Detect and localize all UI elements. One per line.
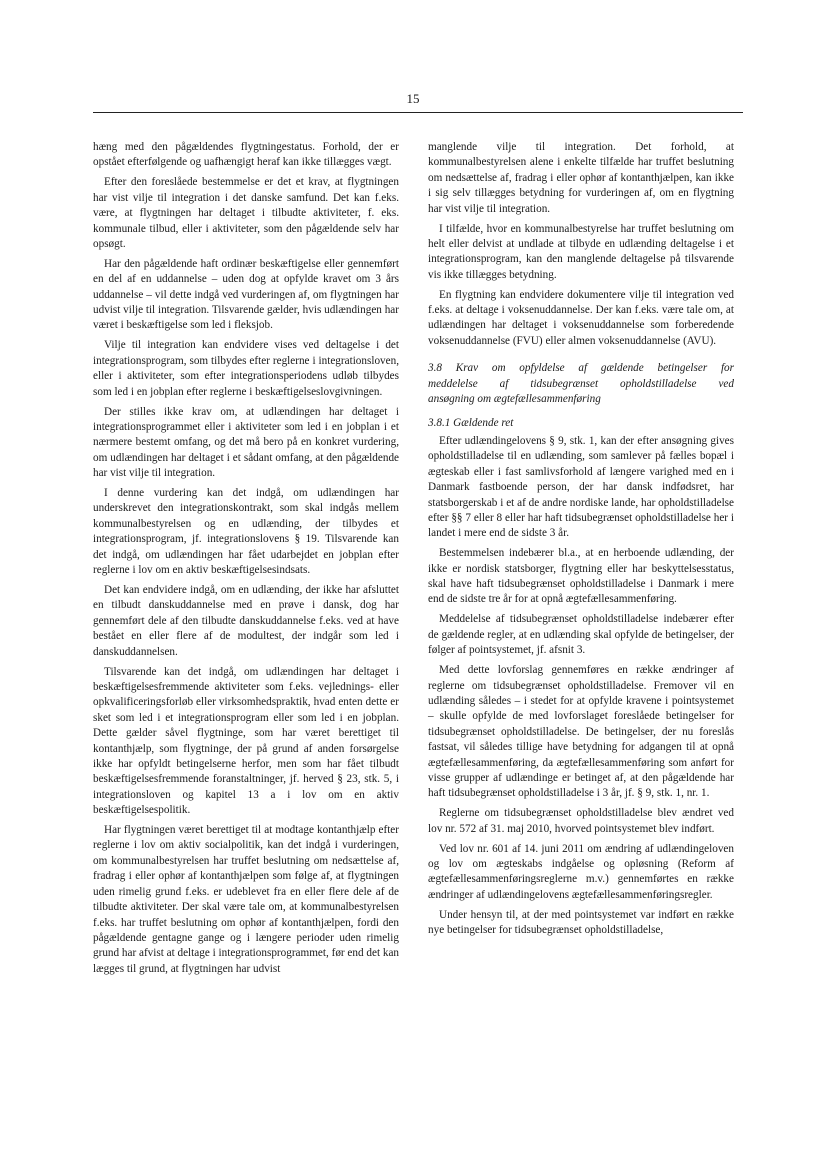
body-paragraph: Der stilles ikke krav om, at udlændingen har deltaget i integrationsprogrammet eller i aktiviteter som led i en jobplan i et nærmere bestemt omfang, og det må bero på en konkret vurdering, om udlændingen har deltaget i et sådant omfang, at den pågældende har vist vilje til integration. — [93, 405, 399, 480]
right-column — [428, 140, 734, 943]
body-paragraph: Reglerne om tidsubegrænset opholdstilladelse blev ændret ved lov nr. 572 af 31. maj 2010, hvorved pointsystemet blev indført. — [428, 807, 734, 835]
section-heading — [428, 361, 734, 407]
section-heading-line: meddelelse af tidsubegrænset opholdstilladelse ved — [428, 377, 734, 390]
body-paragraph: Har flygtningen været berettiget til at modtage kontanthjælp efter reglerne i lov om aktiv socialpolitik, kan det indgå i vurderingen, om kommunalbestyrelsen har truffet beslutning om nedsættelse af, fradrag i eller ophør af kontanthjælpen som følge af, at flygtningen uden rimelig grund f.eks. er udeblevet fra en eller flere dele af de tilbudte aktiviteter. Der skal være tale om, at kommunalbestyrelsen f.eks. har truffet beslutning om ophør af kontanthjælpen, fordi den pågældende gentagne gange og i længere perioder uden rimelig grund har afvist at deltage i integrationsprogrammet, før end det kan lægges til grund, at flygtningen har udvist — [93, 824, 400, 975]
body-paragraph: Vilje til integration kan endvidere vises ved deltagelse i det integrationsprogram, som tilbydes efter reglerne i integrationsloven, eller i aktiviteter, som efter integrationsperiodens udløb tilbydes som led i en jobplan efter reglerne i beskæftigelseslovgivningen. — [93, 339, 399, 398]
body-paragraph: hæng med den pågældendes flygtningestatus. Forhold, der er opstået efterfølgende og uafhængigt heraf kan ikke tillægges vægt. — [93, 141, 399, 169]
body-paragraph: En flygtning kan endvidere dokumentere vilje til integration ved f.eks. at deltage i voksenuddannelse. Der kan f.eks. være tale om, at udlændingen har deltaget i voksenuddannelse som forberedende voksenuddannelse (FVU) eller almen voksenuddannelse (AVU). — [428, 288, 734, 347]
body-paragraph: Efter den foreslåede bestemmelse er det et krav, at flygtningen har vist vilje til integration i det danske samfund. Det kan f.eks. være, at flygtningen har deltaget i tilbudte aktiviteter, f. eks. kommunale tilbud, eller i aktiviteter, som den pågældende selv har opsøgt. — [93, 176, 399, 250]
body-paragraph: Under hensyn til, at der med pointsystemet var indført en række nye betingelser for tidsubegrænset opholdstilladelse, — [428, 908, 734, 937]
body-paragraph: manglende vilje til integration. Det forhold, at kommunalbestyrelsen alene i enkelte tilfælde har truffet beslutning om nedsættelse af, fradrag i eller ophør af kontanthjælpen, kan ikke i sig selv tillægges betydning for vurderingen af, om en flygtning har vist vilje til integration. — [428, 141, 734, 215]
body-paragraph: Har den pågældende haft ordinær beskæftigelse eller gennemført en del af en uddannelse – uden dog at opfylde kravet om 3 års uddannelse – vil dette indgå ved vurderingen af, om flygtningen har udvist vilje til integration. Tilsvarende gælder, hvis udlændingen har været i beskæftigelse som led i fleksjob. — [93, 257, 399, 332]
body-paragraph: Med dette lovforslag gennemføres en række ændringer af reglerne om tidsubegrænset opholdstilladelse. Fremover vil en udlænding således – i stedet for at opfylde kravene i pointsystemet – skulle opfylde de med lovforslaget foreslåede betingelser for tidsubegrænset opholdstilladelse. De betingelser, der nu foreslås fastsat, vil således tillige have betydning for adgangen til at opnå ægtefællesammenføring, da ægtefællesammenføring som anført for visse grupper af udlændinge er betinget af, at den pågældende har haft tidsubegrænset opholdstilladelse i 3 år, jf. § 9, stk. 1, nr. 1. — [428, 664, 734, 800]
subsection-heading: 3.8.1 Gældende ret — [428, 416, 514, 429]
left-column — [93, 140, 399, 982]
body-paragraph: Det kan endvidere indgå, om en udlænding, der ikke har afsluttet en tilbudt danskuddannelse med en prøve i dansk, dog har gennemført dele af den tilbudte danskuddannelse f.eks. ved at have bestået en eller flere af de modultest, der indgår som led i danskuddannelsen. — [93, 583, 399, 658]
page-number: 15 — [406, 91, 420, 106]
body-paragraph: Ved lov nr. 601 af 14. juni 2011 om ændring af udlændingeloven og lov om ægteskabs indgåelse og opløsning (Reform af ægtefællesammenføringsreglerne m.v.) gennemførtes en række ændringer af udlændingelovens ægtefællesammenføringsregler. — [428, 842, 734, 901]
body-paragraph: Meddelelse af tidsubegrænset opholdstilladelse indebærer efter de gældende regler, at en udlænding skal opfylde de betingelser, der følger af pointsystemet, jf. afsnit 3. — [428, 613, 734, 657]
header-rule — [93, 112, 743, 113]
body-paragraph: Tilsvarende kan det indgå, om udlændingen har deltaget i beskæftigelsesfremmende aktiviteter som f.eks. vejlednings- eller opkvalificeringsforløb eller virksomhedspraktik, hvad enten dette er sket som led i et integrationsprogram eller som led i en jobplan. Dette gælder såvel flygtninge, som har været berettiget til kontanthjælp, som flygtninge, der på grund af anden forsørgelse ikke har opfyldt betingelserne herfor, men som har fået tilbudt beskæftigelsesfremmende foranstaltninger, jf. herved § 23, stk. 5, i integrationsloven og kapitel 13 a i lov om en aktiv beskæftigelsespolitik. — [93, 665, 399, 817]
body-paragraph: I denne vurdering kan det indgå, om udlændingen har underskrevet den integrationskontrakt, som skal indgås mellem kommunalbestyrelsen og en udlænding, der tilbydes et integrationsprogram, jf. integrationslovens § 19. Tilsvarende kan det indgå, om udlændingen har fået udarbejdet en jobplan efter reglerne i lov om en aktiv beskæftigelsesindsats. — [93, 487, 399, 577]
body-paragraph: Bestemmelsen indebærer bl.a., at en herboende udlænding, der ikke er nordisk statsborger, flygtning eller har beskyttelsesstatus, skal have haft tidsubegrænset opholdstilladelse i Danmark i mere end de sidste tre år for at opnå ægtefællesammenføring. — [428, 547, 734, 606]
section-heading-line: 3.8 Krav om opfyldelse af gældende betingelser for — [428, 362, 734, 375]
body-paragraph: I tilfælde, hvor en kommunalbestyrelse har truffet beslutning om helt eller delvist at undlade at tilbyde en udlænding deltagelse i et integrationsprogram, kan den manglende deltagelse på tilsvarende vis ikke tillægges betydning. — [428, 222, 734, 281]
section-heading-line: ansøgning om ægtefællesammenføring — [428, 393, 601, 406]
body-paragraph: Efter udlændingelovens § 9, stk. 1, kan der efter ansøgning gives opholdstilladelse til en udlænding, som samlever på fælles bopæl i ægteskab eller i fast samlivsforhold af længere varighed med en i Danmark fastboende person, der har dansk indfødsret, har statsborgerskab i et af de andre nordiske lande, har opholdstilladelse efter §§ 7 eller 8 eller har haft tidsubegrænset opholdstilladelse her i landet i mere end de sidste 3 år. — [428, 434, 734, 540]
